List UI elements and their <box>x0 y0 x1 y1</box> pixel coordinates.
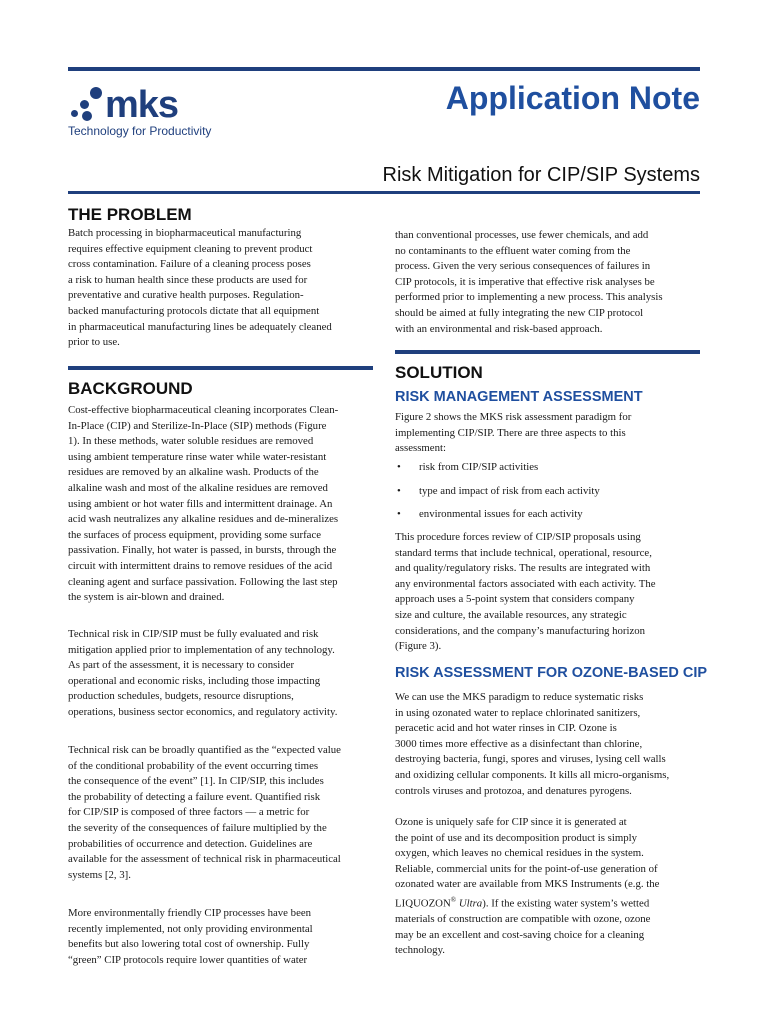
text-line: of the conditional probability of the event occurring times <box>68 759 319 772</box>
bullet-icon: • <box>397 461 401 473</box>
text-line: available for the assessment of technical risk in pharmaceutical <box>68 853 341 866</box>
background-paragraph-3 <box>68 743 341 883</box>
text-line: circuit with intermittent drains to remove residues of the acid <box>68 559 333 572</box>
text-line: in pharmaceutical manufacturing lines be adequately cleaned <box>68 320 332 333</box>
background-paragraph-4 <box>68 906 313 968</box>
text-line: CIP protocols, it is imperative that effective risk analyses be <box>395 275 655 288</box>
text-line: 3000 times more effective as a disinfectant than chlorine, <box>395 737 643 750</box>
text-line: backed manufacturing protocols dictate that all equipment <box>68 304 320 317</box>
text-line: performed prior to implementing a new process. This analysis <box>395 291 663 304</box>
text-line: passivation. Finally, hot water is passed, in bursts, through the <box>68 544 337 557</box>
product-variant: Ultra <box>458 897 483 910</box>
text-line: This procedure forces review of CIP/SIP proposals using <box>395 531 641 543</box>
mks-logo[interactable] <box>68 86 268 146</box>
list-item <box>395 485 600 509</box>
text-line: oxygen, which leaves no chemical residues in the system. <box>395 847 644 860</box>
text-line: using ambient temperature rinse water while water-resistant <box>68 450 327 463</box>
risk-management-paragraph <box>395 530 656 655</box>
text-line: prior to use. <box>68 336 120 349</box>
text-line: no contaminants to the effluent water coming from the <box>395 244 631 257</box>
text-line: the severity of the consequences of failure multiplied by the <box>68 821 327 834</box>
text-line: residues are removed by an alkaline wash. Products of the <box>68 466 319 479</box>
text-line: standard terms that include technical, operational, resource, <box>395 546 652 559</box>
section-rule <box>395 350 700 354</box>
text-line: alkaline wash and most of the alkaline residues are removed <box>68 481 328 494</box>
logo-tagline: Technology for Productivity <box>68 124 212 138</box>
text-segment: ). If the existing water system’s wetted <box>482 897 650 910</box>
text-line: implementing CIP/SIP. There are three aspects to this <box>395 426 626 439</box>
ozone-paragraph-2 <box>395 815 659 959</box>
list-item <box>395 508 600 532</box>
text-line: Technical risk in CIP/SIP must be fully evaluated and risk <box>68 628 319 640</box>
problem-heading: THE PROBLEM <box>68 205 192 224</box>
text-line-product <box>395 893 659 912</box>
document-type-title: Application Note <box>445 80 700 116</box>
text-line: probabilities of occurrence and detection. Guidelines are <box>68 837 313 850</box>
list-item-text: risk from CIP/SIP activities <box>419 461 539 473</box>
text-line: (Figure 3). <box>395 640 442 653</box>
text-line: using ambient or hot water fills and intermittent drainage. An <box>68 497 333 510</box>
text-line: cleaning agent and surface passivation. Following the last step <box>68 575 338 588</box>
text-line: process. Given the very serious consequences of failures in <box>395 260 651 273</box>
text-line: in using ozonated water to replace chlorinated sanitizers, <box>395 706 641 719</box>
text-line: requires effective equipment cleaning to prevent product <box>68 242 313 255</box>
text-line: “green” CIP protocols require lower quantities of water <box>68 953 308 966</box>
text-line: operations, business sector economics, and regulatory activity. <box>68 705 338 718</box>
solution-heading: SOLUTION <box>395 363 483 382</box>
ozone-subheading: RISK ASSESSMENT FOR OZONE-BASED CIP <box>395 665 708 681</box>
text-line: controls viruses and protozoa, and denatures pyrogens. <box>395 784 632 797</box>
product-name: LIQUOZON <box>395 897 451 910</box>
problem-paragraph <box>68 226 332 351</box>
registered-mark: ® <box>450 895 457 904</box>
text-line: Figure 2 shows the MKS risk assessment paradigm for <box>395 411 632 423</box>
text-line: Cost-effective biopharmaceutical cleaning incorporates Clean- <box>68 404 339 416</box>
background-paragraph-1 <box>68 403 338 606</box>
text-line: operational and economic risks, including those impacting <box>68 674 321 687</box>
text-line: size and culture, the available resources, any strategic <box>395 608 627 621</box>
ozone-paragraph-1 <box>395 690 669 799</box>
text-line: and quality/regulatory risks. The results are integrated with <box>395 562 651 575</box>
text-line: the probability of detecting a failure event. Quantified risk <box>68 790 321 803</box>
text-line: More environmentally friendly CIP processes have been <box>68 907 312 919</box>
risk-management-subheading: RISK MANAGEMENT ASSESSMENT <box>395 389 643 405</box>
text-line: any environmental factors associated with each activity. The <box>395 577 656 590</box>
text-line: and oxidizing cellular components. It kills all micro-organisms, <box>395 768 670 781</box>
background-heading: BACKGROUND <box>68 379 193 398</box>
bullet-icon: • <box>397 484 401 497</box>
text-line: We can use the MKS paradigm to reduce systematic risks <box>395 691 644 703</box>
text-line: recently implemented, not only providing environmental <box>68 922 313 935</box>
text-line: the system is air-blown and drained. <box>68 591 225 604</box>
list-item-text: environmental issues for each activity <box>419 508 583 520</box>
section-rule <box>68 366 373 370</box>
text-line: ozonated water are available from MKS Instruments (e.g. the <box>395 878 660 891</box>
text-line: Ozone is uniquely safe for CIP since it is generated at <box>395 816 627 828</box>
text-line: cross contamination. Failure of a cleaning process poses <box>68 258 311 271</box>
text-line: Batch processing in biopharmaceutical manufacturing <box>68 227 302 239</box>
logo-dots-icon <box>68 86 108 126</box>
list-item <box>395 461 600 485</box>
text-line: Reliable, commercial units for the point-of-use generation of <box>395 862 658 875</box>
text-line: As part of the assessment, it is necessary to consider <box>68 659 295 672</box>
header-bottom-rule <box>68 191 700 194</box>
text-line: the surfaces of process equipment, providing some surface <box>68 528 322 541</box>
background-paragraph-2 <box>68 627 337 721</box>
text-line: may be an excellent and cost-saving choice for a cleaning <box>395 928 645 941</box>
text-line: peracetic acid and hot water rinses in CIP. Ozone is <box>395 722 617 735</box>
text-line: should be aimed at fully integrating the new CIP protocol <box>395 306 644 319</box>
text-line: acid wash neutralizes any alkaline residues and de-mineralizes <box>68 513 339 526</box>
text-line: destroying bacteria, fungi, spores and viruses, lysing cell walls <box>395 753 666 766</box>
text-line: approach uses a 5-point system that considers company <box>395 593 635 606</box>
risk-management-intro <box>395 410 631 457</box>
continued-paragraph <box>395 228 663 337</box>
text-line: the point of use and its decomposition product is simply <box>395 831 638 844</box>
text-line: mitigation applied prior to implementation of any technology. <box>68 643 335 656</box>
text-line: production schedules, budgets, resource disruptions, <box>68 690 294 703</box>
text-line: assessment: <box>395 442 446 455</box>
text-line: benefits but also lowering total cost of ownership. Fully <box>68 938 310 951</box>
document-title: Risk Mitigation for CIP/SIP Systems <box>382 164 700 186</box>
text-line: a risk to human health since these products are used for <box>68 273 308 286</box>
bullet-icon: • <box>397 508 401 520</box>
text-line: considerations, and the company’s manufacturing horizon <box>395 624 646 637</box>
text-line: In-Place (CIP) and Sterilize-In-Place (SIP) methods (Figure <box>68 419 327 432</box>
text-line: technology. <box>395 944 445 957</box>
text-line: preventative and curative health purposes. Regulation- <box>68 289 304 302</box>
text-line: 1). In these methods, water soluble residues are removed <box>68 435 314 448</box>
text-line: with an environmental and risk-based approach. <box>395 322 603 335</box>
text-line: systems [2, 3]. <box>68 868 131 881</box>
header-top-rule <box>68 67 700 71</box>
aspect-list <box>395 461 600 532</box>
text-line: than conventional processes, use fewer chemicals, and add <box>395 229 649 241</box>
text-line: materials of construction are compatible with ozone, ozone <box>395 913 651 926</box>
text-line: Technical risk can be broadly quantified as the “expected value <box>68 744 341 756</box>
text-line: for CIP/SIP is composed of three factors — a metric for <box>68 806 310 819</box>
text-line: the consequence of the event” [1]. In CIP/SIP, this includes <box>68 775 324 788</box>
logo-wordmark: mks <box>105 84 179 126</box>
list-item-text: type and impact of risk from each activity <box>419 484 600 497</box>
